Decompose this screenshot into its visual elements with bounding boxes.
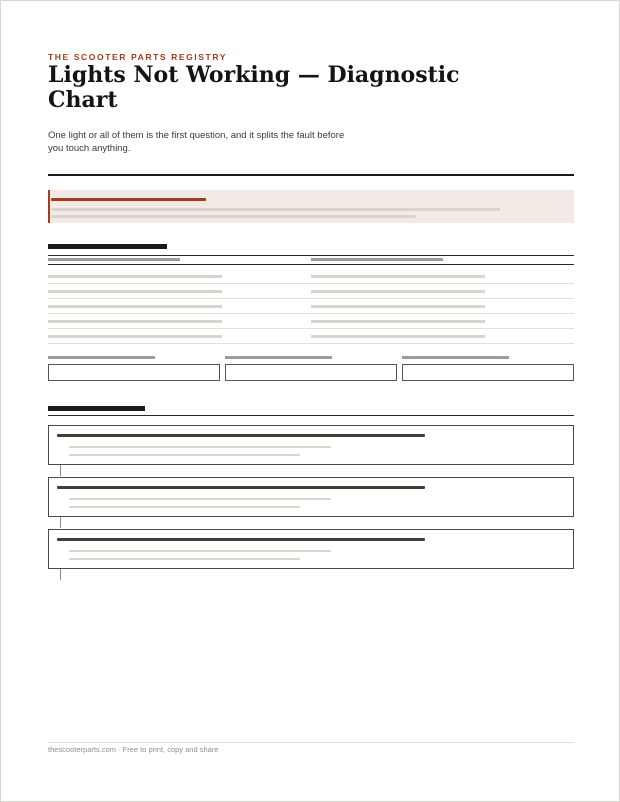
table-row	[48, 313, 574, 314]
diagnostic-step-box	[48, 529, 574, 569]
kicker: THE SCOOTER PARTS REGISTRY	[48, 52, 228, 62]
write-in-field[interactable]	[225, 364, 397, 381]
step-line-placeholder	[69, 506, 300, 508]
header-divider	[48, 174, 574, 176]
step-line-placeholder	[69, 550, 331, 552]
table-row	[48, 343, 574, 344]
table-header-placeholder	[311, 258, 443, 261]
table-top-rule	[48, 255, 574, 256]
field-label-placeholder	[225, 356, 332, 359]
page-title: Lights Not Working — Diagnostic Chart	[48, 62, 460, 113]
footer-divider	[48, 742, 574, 743]
table-cell-placeholder	[48, 275, 222, 278]
callout-heading-placeholder	[51, 198, 206, 201]
table-row	[48, 298, 574, 299]
flow-connector	[60, 517, 61, 528]
symptom-table	[48, 255, 574, 345]
table-cell-placeholder	[311, 275, 485, 278]
table-row	[48, 283, 574, 284]
flow-connector	[60, 569, 61, 580]
callout-accent-edge	[48, 190, 50, 223]
table-cell-placeholder	[48, 320, 222, 323]
step-line-placeholder	[69, 454, 300, 456]
step-line-placeholder	[69, 498, 331, 500]
footer-text: thescooterparts.com · Free to print, copy and share	[48, 745, 219, 754]
flow-connector	[60, 465, 61, 476]
table-cell-placeholder	[311, 290, 485, 293]
write-in-field[interactable]	[48, 364, 220, 381]
table-cell-placeholder	[311, 335, 485, 338]
table-header-rule	[48, 264, 574, 265]
step-line-placeholder	[69, 446, 331, 448]
step-heading-placeholder	[57, 434, 425, 437]
callout-line-placeholder	[51, 208, 500, 211]
diagnostic-step-box	[48, 477, 574, 517]
step-heading-placeholder	[57, 538, 425, 541]
field-label-placeholder	[48, 356, 155, 359]
section-rule	[48, 415, 574, 416]
table-cell-placeholder	[48, 305, 222, 308]
field-label-placeholder	[402, 356, 509, 359]
callout-line-placeholder	[51, 215, 416, 218]
table-row	[48, 328, 574, 329]
section-heading-placeholder	[48, 406, 145, 411]
table-cell-placeholder	[311, 320, 485, 323]
callout-box	[48, 190, 574, 223]
lede: One light or all of them is the first question, and it splits the fault before you touch anything.	[48, 130, 345, 154]
section-heading-placeholder	[48, 244, 167, 249]
table-header-placeholder	[48, 258, 180, 261]
diagnostic-step-box	[48, 425, 574, 465]
step-line-placeholder	[69, 558, 300, 560]
step-heading-placeholder	[57, 486, 425, 489]
write-in-field[interactable]	[402, 364, 574, 381]
table-cell-placeholder	[48, 290, 222, 293]
table-cell-placeholder	[48, 335, 222, 338]
table-cell-placeholder	[311, 305, 485, 308]
